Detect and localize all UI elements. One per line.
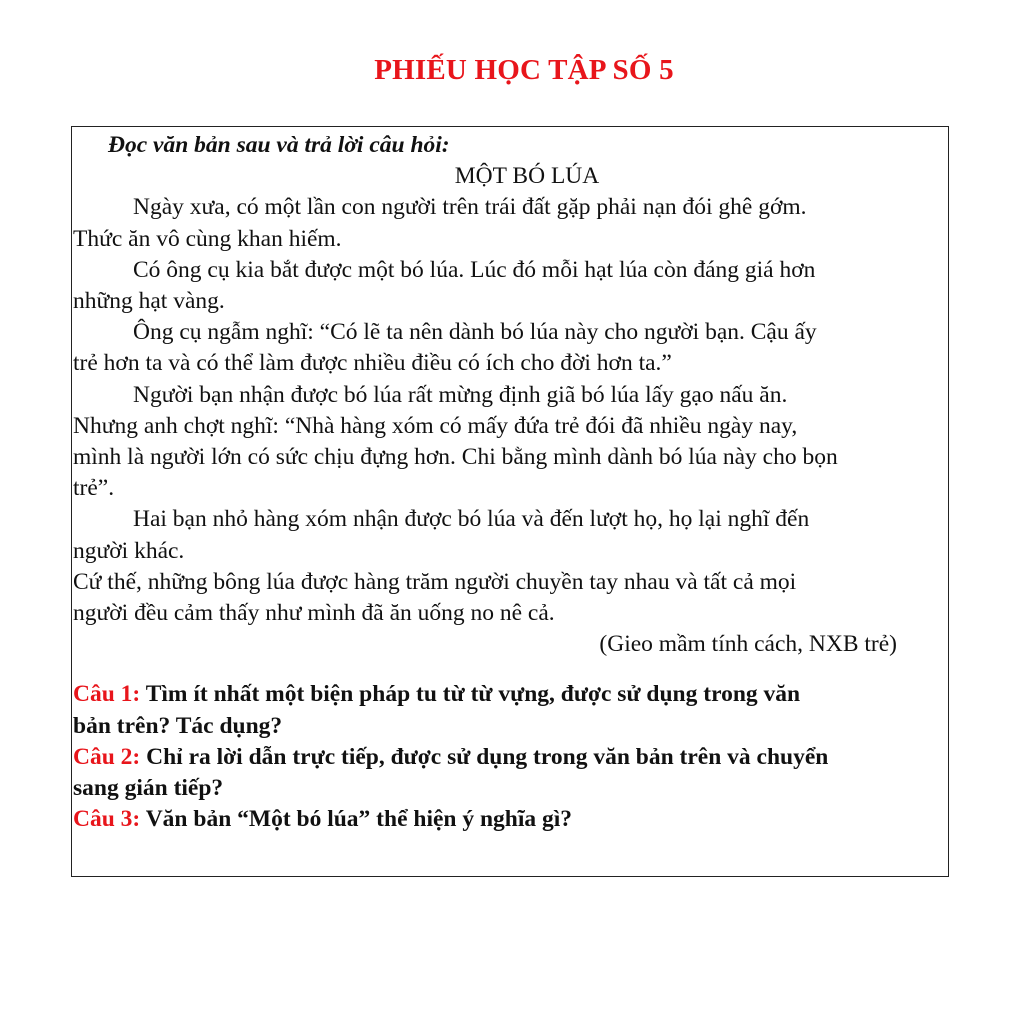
story-line: những hạt vàng. [73,288,225,315]
question-3-label: Câu 3: [73,806,141,833]
story-line: Ông cụ ngẫm nghĩ: “Có lẽ ta nên dành bó lúa này cho người bạn. Cậu ấy [133,319,817,346]
section-spacer [73,660,953,679]
question-2-text: Chỉ ra lời dẫn trực tiếp, được sử dụng trong văn bản trên và chuyển [146,743,829,770]
question-2 [73,742,953,773]
story-line: trẻ hơn ta và có thể làm được nhiều điều có ích cho đời hơn ta.” [73,350,672,377]
story-line: Nhưng anh chợt nghĩ: “Nhà hàng xóm có mấy đứa trẻ đói đã nhiều ngày nay, [73,412,798,439]
question-1-continuation: bản trên? Tác dụng? [73,712,283,739]
story-line: Ngày xưa, có một lần con người trên trái đất gặp phải nạn đói ghê gớm. [133,194,807,221]
question-1-text: Tìm ít nhất một biện pháp tu từ từ vựng, được sử dụng trong văn [145,681,801,708]
worksheet-content [73,130,953,835]
question-1-label: Câu 1: [73,681,141,708]
question-3 [73,804,953,835]
question-2-label: Câu 2: [73,743,141,770]
story-line: Thức ăn vô cùng khan hiếm. [73,225,342,252]
question-1 [73,679,953,710]
story-line: Cứ thế, những bông lúa được hàng trăm người chuyền tay nhau và tất cả mọi [73,568,797,595]
story-line: Hai bạn nhỏ hàng xóm nhận được bó lúa và đến lượt họ, họ lại nghĩ đến [133,506,810,533]
story-line: người đều cảm thấy như mình đã ăn uống no nê cả. [73,600,555,627]
story-line: Có ông cụ kia bắt được một bó lúa. Lúc đó mỗi hạt lúa còn đáng giá hơn [133,256,816,283]
question-3-text: Văn bản “Một bó lúa” thể hiện ý nghĩa gì? [145,806,573,833]
worksheet-title: PHIẾU HỌC TẬP SỐ 5 [374,54,674,86]
story-line: mình là người lớn có sức chịu đựng hơn. Chi bằng mình dành bó lúa này cho bọn [73,444,838,471]
question-2-continuation: sang gián tiếp? [73,775,224,802]
story-title: MỘT BÓ LÚA [454,163,600,190]
story-source: (Gieo mầm tính cách, NXB trẻ) [599,631,897,658]
story-line: Người bạn nhận được bó lúa rất mừng định giã bó lúa lấy gạo nấu ăn. [133,381,788,408]
story-line: người khác. [73,537,185,564]
reading-instruction: Đọc văn bản sau và trả lời câu hỏi: [108,132,450,158]
story-line: trẻ”. [73,475,115,502]
